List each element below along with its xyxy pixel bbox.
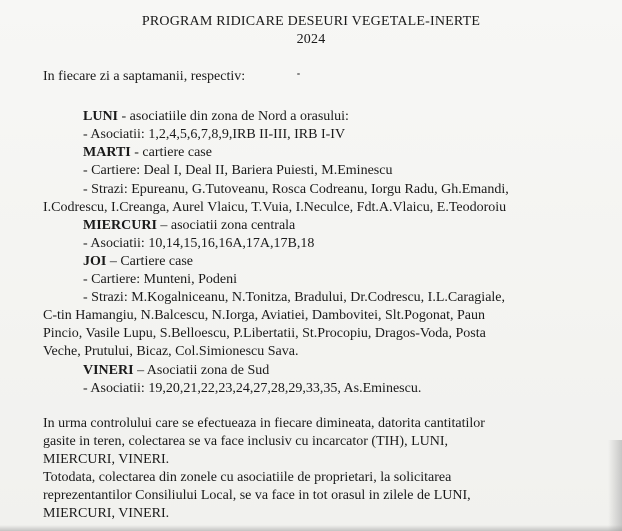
marti-cartiere: - Cartiere: Deal I, Deal II, Bariera Puiesti, M.Eminescu xyxy=(83,163,393,178)
vineri-description: – Asociatii zona de Sud xyxy=(133,363,270,378)
luni-heading xyxy=(83,108,349,126)
miercuri-heading xyxy=(83,217,295,235)
intro-text: In fiecare zi a saptamanii, respectiv: xyxy=(43,69,246,84)
paragraph-2-line-1: Totodata, colectarea din zonele cu asociatiile de proprietari, la solicitarea xyxy=(43,470,452,485)
luni-description: - asociatiile din zona de Nord a orasului: xyxy=(118,109,349,124)
scan-speck xyxy=(297,73,300,75)
paragraph-1-line-1: In urma controlului care se efectueaza in fiecare dimineata, datorita cantitatilor xyxy=(43,416,485,431)
joi-heading xyxy=(83,253,193,271)
miercuri-description: – asociatii zona centrala xyxy=(156,218,296,233)
marti-description: - cartiere case xyxy=(130,145,212,160)
day-marti: MARTI xyxy=(83,145,131,160)
marti-strazi-line-2: I.Codrescu, I.Creanga, Aurel Vlaicu, T.Vuia, I.Neculce, Fdt.A.Vlaicu, E.Teodoroiu xyxy=(43,200,507,215)
joi-strazi-line-1: - Strazi: M.Kogalniceanu, N.Tonitza, Bradului, Dr.Codrescu, I.L.Caragiale, xyxy=(83,290,506,305)
miercuri-asociatii: - Asociatii: 10,14,15,16,16A,17A,17B,18 xyxy=(83,236,315,251)
paragraph-1-line-2: gasite in teren, colectarea se va face inclusiv cu incarcator (TIH), LUNI, xyxy=(43,434,449,449)
joi-strazi-line-2: C-tin Hamangiu, N.Balcescu, N.Iorga, Aviatiei, Dambovitei, Slt.Pogonat, Paun xyxy=(43,308,485,323)
scan-shadow-right xyxy=(608,440,622,531)
vineri-heading xyxy=(83,362,269,380)
joi-description: – Cartiere case xyxy=(106,254,194,269)
day-joi: JOI xyxy=(83,254,107,269)
marti-heading xyxy=(83,144,212,162)
document-year: 2024 xyxy=(296,32,326,47)
paragraph-1-line-3: MIERCURI, VINERI. xyxy=(43,452,170,467)
luni-asociatii: - Asociatii: 1,2,4,5,6,7,8,9,IRB II-III, IRB I-IV xyxy=(83,127,346,142)
paragraph-2-line-3: MIERCURI, VINERI. xyxy=(43,506,170,521)
day-luni: LUNI xyxy=(83,109,119,124)
marti-strazi-line-1: - Strazi: Epureanu, G.Tutoveanu, Rosca Codreanu, Iorgu Radu, Gh.Emandi, xyxy=(83,182,509,197)
day-miercuri: MIERCURI xyxy=(83,218,157,233)
day-vineri: VINERI xyxy=(83,363,134,378)
paragraph-2-line-2: reprezentantilor Consiliului Local, se va face in tot orasul in zilele de LUNI, xyxy=(43,488,471,503)
scan-shadow-bottom xyxy=(0,525,622,531)
joi-cartiere: - Cartiere: Munteni, Podeni xyxy=(83,272,237,287)
document-title: PROGRAM RIDICARE DESEURI VEGETALE-INERTE xyxy=(141,14,481,29)
joi-strazi-line-3: Pincio, Vasile Lupu, S.Belloescu, P.Libertatii, St.Procopiu, Dragos-Voda, Posta xyxy=(43,326,486,341)
joi-strazi-line-4: Veche, Prutului, Bicaz, Col.Simionescu Sava. xyxy=(43,344,299,359)
vineri-asociatii: - Asociatii: 19,20,21,22,23,24,27,28,29,33,35, As.Eminescu. xyxy=(83,381,422,396)
